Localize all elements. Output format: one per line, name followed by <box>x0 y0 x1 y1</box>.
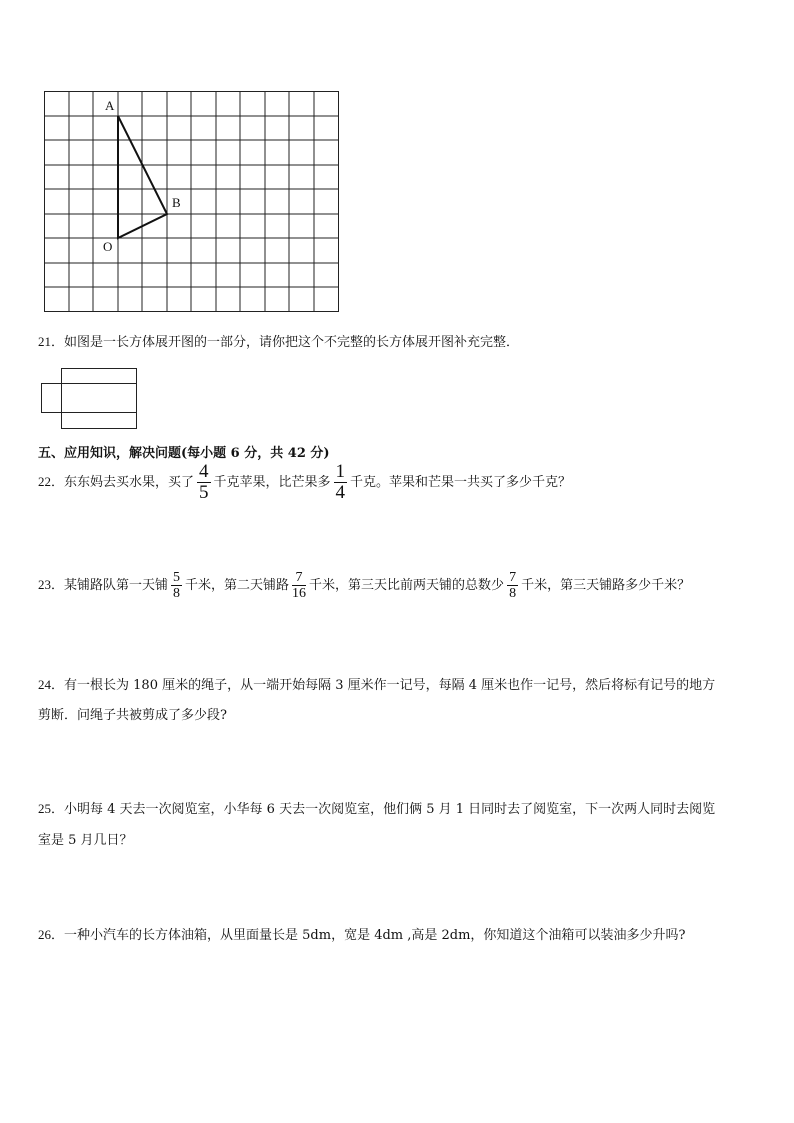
point-a-label: A <box>105 98 115 113</box>
section-heading: 五、应用知识，解决问题(每小题 6 分，共 42 分) <box>38 446 330 461</box>
question-text-part1: 东东妈去买水果，买了 <box>64 475 195 490</box>
fraction-denominator: 4 <box>335 482 346 503</box>
fraction-numerator: 7 <box>509 570 517 585</box>
cuboid-net-figure <box>40 366 140 432</box>
question-text-line1: 小明每 4 天去一次阅览室，小华每 6 天去一次阅览室，他们俩 5 月 1 日同时去了阅览室，下一次两人同时去阅览 <box>64 802 716 817</box>
question-text-part2: 千米，第二天铺路 <box>185 578 290 593</box>
fraction-4-5 <box>197 462 211 503</box>
fraction-5-8 <box>171 570 182 601</box>
question-text-line2: 剪断．问绳子共被剪成了多少段? <box>38 708 227 723</box>
question-21 <box>38 334 519 351</box>
fraction-numerator: 4 <box>199 461 209 482</box>
fraction-denominator: 16 <box>292 586 307 601</box>
fraction-numerator: 7 <box>292 570 306 586</box>
fraction-denominator: 8 <box>173 586 181 601</box>
question-25-continued <box>38 833 133 849</box>
point-b-label: B <box>172 195 181 210</box>
question-23 <box>38 568 690 603</box>
question-text-part4: 千米，第三天铺路多少千米？ <box>521 578 691 593</box>
grid-figure <box>40 88 345 318</box>
question-number: 21． <box>38 334 65 349</box>
question-number: 24． <box>38 677 65 692</box>
question-text-part3: 千克。苹果和芒果一共买了多少千克？ <box>350 475 572 490</box>
question-25 <box>38 801 715 818</box>
fraction-7-8 <box>507 570 518 601</box>
question-text-line1: 有一根长为 180 厘米的绳子，从一端开始每隔 3 厘米作一记号，每隔 4 厘米也作一记号，然后将标有记号的地方 <box>64 678 716 693</box>
fraction-numerator: 5 <box>173 570 181 585</box>
question-number: 25． <box>38 801 65 816</box>
question-22 <box>38 462 571 503</box>
fraction-denominator: 8 <box>509 586 517 601</box>
question-number: 23． <box>38 577 65 592</box>
point-o-label: O <box>103 239 113 254</box>
question-text-line2: 室是 5 月几日？ <box>38 833 133 848</box>
fraction-numerator: 1 <box>335 461 346 482</box>
question-number: 26． <box>38 927 65 942</box>
question-text-part3: 千米，第三天比前两天铺的总数少 <box>309 578 505 593</box>
fraction-denominator: 5 <box>199 482 209 503</box>
question-number: 22． <box>38 474 65 489</box>
question-24 <box>38 677 715 694</box>
grid-lines <box>45 92 339 312</box>
question-text-part1: 某铺路队第一天铺 <box>64 578 169 593</box>
fraction-7-16 <box>292 570 306 601</box>
question-text-part2: 千克苹果，比芒果多 <box>213 475 331 490</box>
question-text: 一种小汽车的长方体油箱，从里面量长是 5dm，宽是 4dm ,高是 2dm，你知道这个油箱可以装油多少升吗? <box>64 928 686 943</box>
fraction-1-4 <box>334 462 348 503</box>
question-text: 如图是一长方体展开图的一部分，请你把这个不完整的长方体展开图补充完整． <box>64 335 520 350</box>
question-24-continued <box>38 708 227 724</box>
question-26 <box>38 927 685 944</box>
